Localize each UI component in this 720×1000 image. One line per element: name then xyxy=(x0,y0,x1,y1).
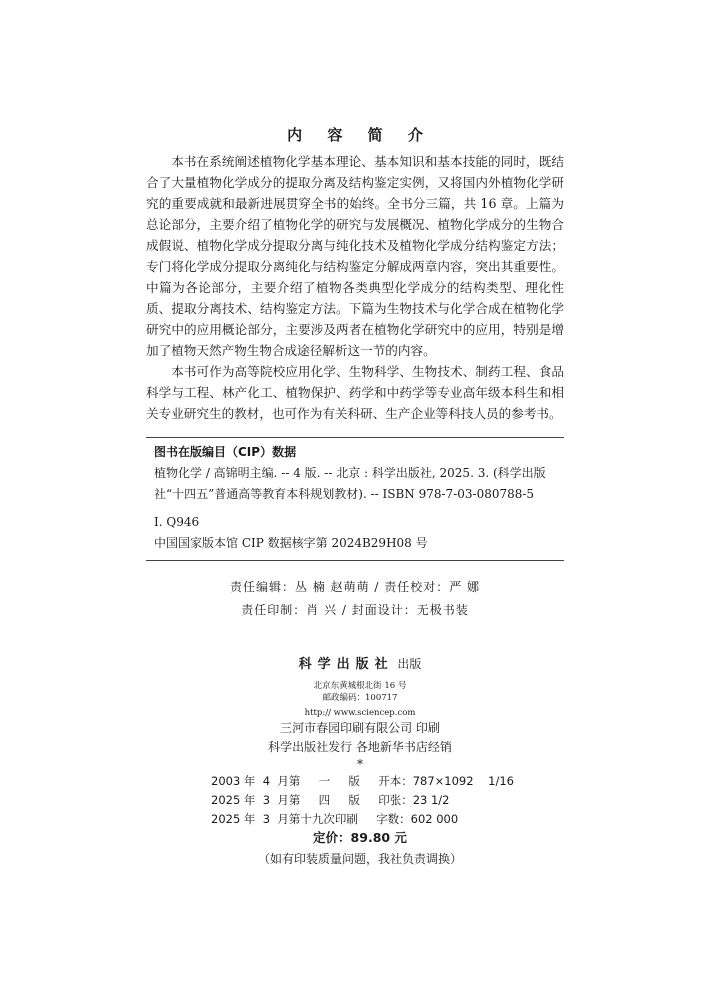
spec-row-3: 2025 年 3 月第十九次印刷 字数：602 000 xyxy=(211,812,459,826)
publisher-address: 北京东黄城根北街 16 号 xyxy=(313,681,407,691)
cip-heading: 图书在版编目（CIP）数据 xyxy=(154,445,297,459)
book-introduction xyxy=(146,151,564,424)
publisher-name: 科学出版社 xyxy=(298,657,394,672)
printer-line: 三河市春园印刷有限公司 印刷 xyxy=(280,721,440,735)
page-title: 内 容 简 介 xyxy=(287,126,433,144)
distribution-line: 科学出版社发行 各地新华书店经销 xyxy=(268,740,452,754)
publisher-postcode: 邮政编码：100717 xyxy=(322,693,398,703)
spec-row-2: 2025 年 3 月第 四 版 印张：23 1/2 xyxy=(211,793,450,807)
intro-paragraph-1: 本书在系统阐述植物化学基本理论、基本知识和基本技能的同时，既结合了大量植物化学成分的提取分离及结构鉴定实例，又将国内外植物化学研究的重要成就和最新进展贯穿全书的始终。全书分三篇，共 16 章。上篇为总论部分，主要介绍了植物化学的研究与发展概况、植物化学成分的生物合成假说、植物化学成分提取分离与纯化技术及植物化学成分结构鉴定方法；专门将化学成分提取分离纯化与结构鉴定分解成两章内容，突出其重要性。中篇为各论部分，主要介绍了植物各类典型化学成分的结构类型、理化性质、提取分离技术、结构鉴定方法。下篇为生物技术与化学合成在植物化学研究中的应用概论部分，主要涉及两者在植物化学研究中的应用，特别是增加了植物天然产物生物合成途径解析这一节的内容。 xyxy=(146,154,564,358)
staff-credits-editors: 责任编辑：丛 楠 赵萌萌 / 责任校对：严 娜 xyxy=(229,580,481,594)
publisher-block xyxy=(0,655,720,771)
publisher-suffix: 出版 xyxy=(397,657,422,671)
edition-specs xyxy=(211,772,514,829)
spec-row-1: 2003 年 4 月第 一 版 开本：787×1092 1/16 xyxy=(211,774,514,788)
publisher-website: http:// www.sciencep.com xyxy=(304,708,416,718)
quality-notice: （如有印装质量问题，我社负责调换） xyxy=(257,852,462,866)
cip-number: 中国国家版本馆 CIP 数据核字第 2024B29H08 号 xyxy=(154,536,428,550)
separator-asterisk: * xyxy=(357,757,363,771)
cip-data-box xyxy=(146,437,564,561)
cip-bibliographic-entry: 植物化学 / 高锦明主编. -- 4 版. -- 北京 : 科学出版社, 2025. 3. (科学出版社“十四五”普通高等教育本科规划教材). -- ISBN 978-7-03-080788-5 xyxy=(154,466,546,501)
staff-credits-production: 责任印制：肖 兴 / 封面设计：无极书装 xyxy=(241,603,469,617)
intro-paragraph-2: 本书可作为高等院校应用化学、生物科学、生物技术、制药工程、食品科学与工程、林产化工、植物保护、药学和中药学等专业高年级本科生和相关专业研究生的教材，也可作为有关科研、生产企业等科技人员的参考书。 xyxy=(146,364,564,421)
price: 定价：89.80 元 xyxy=(313,830,407,845)
cip-classification: I. Q946 xyxy=(154,515,200,529)
